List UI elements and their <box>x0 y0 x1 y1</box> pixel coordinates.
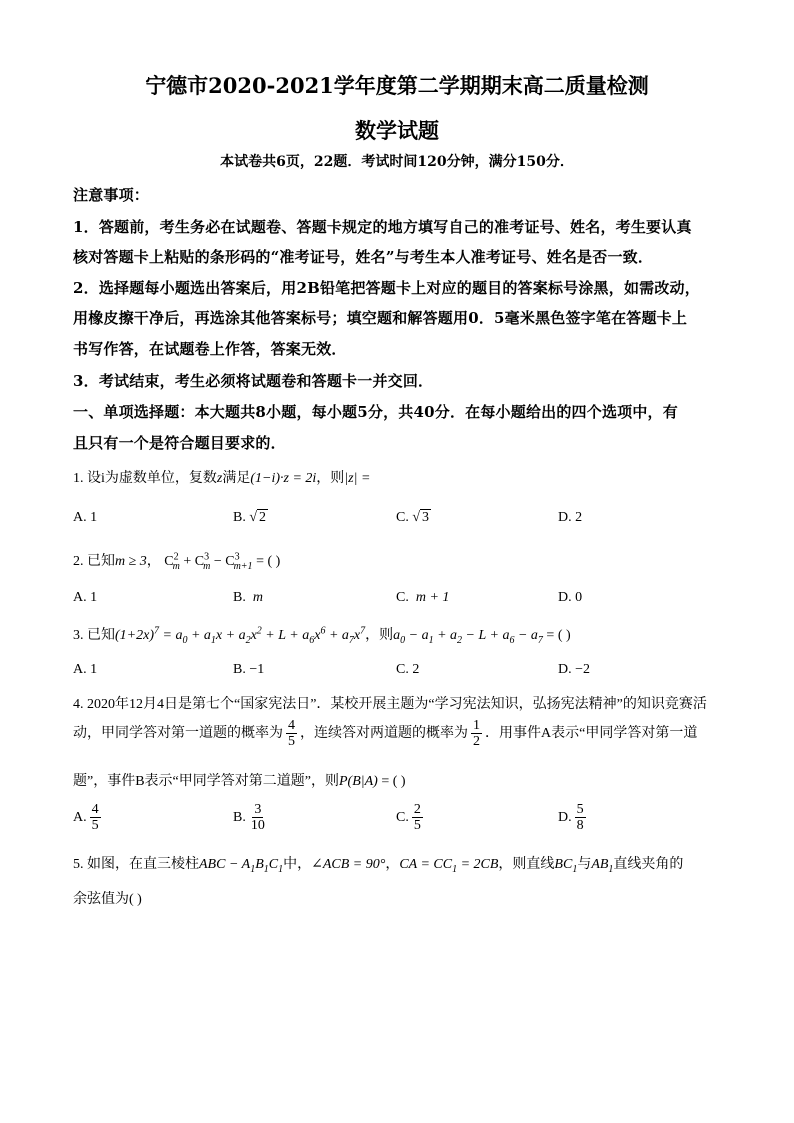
q2-condition: m ≥ 3 <box>115 554 147 569</box>
q4-text: ．用事件A表示“甲同学答对第一道 <box>485 726 698 742</box>
question-5-line-2: 余弦值为( ) <box>73 892 142 907</box>
question-5-line-1 <box>73 853 683 875</box>
section-heading-cont: 且只有一个是符合题目要求的． <box>73 434 286 452</box>
q4-text: ，连续答对两道题的概率为 <box>300 726 468 742</box>
q1-option-a: A. 1 <box>73 510 98 525</box>
q2-option-a: A. 1 <box>73 590 98 605</box>
notes-heading: 注意事项： <box>73 186 150 204</box>
note-line: 用橡皮擦干净后，再选涂其他答案标号；填空题和解答题用0．5毫米黑色签字笔在答题卡上 <box>73 309 688 327</box>
q5-line-bc1: $BC_1$ <box>554 857 578 875</box>
q3-option-a: A. 1 <box>73 662 98 677</box>
q5-text: ， <box>385 857 400 872</box>
exam-info: 本试卷共6页，22题．考试时间120分钟，满分150分． <box>220 154 574 170</box>
question-3 <box>73 624 571 646</box>
q2-option-c-label: C. <box>396 590 409 605</box>
q2-option-b-value: m <box>252 590 263 605</box>
q1-ask: |z| = <box>344 471 371 486</box>
page-title: 宁德市2020-2021学年度第二学期期末高二质量检测 <box>145 73 649 98</box>
note-line: 3．考试结束，考生必须将试题卷和答题卡一并交回． <box>73 372 434 390</box>
q4-ask: = ( ) <box>381 774 406 789</box>
q4-text: 动，甲同学答对第一道题的概率为 <box>73 726 283 742</box>
q3-ask: = ( ) <box>546 628 571 643</box>
q2-ask: = ( ) <box>256 554 281 569</box>
q4-option-b: B. $\frac{3}{10}$ <box>233 802 265 834</box>
q1-option-d: D. 2 <box>558 510 583 525</box>
q4-conditional-prob: P(B|A) <box>338 774 378 789</box>
q2-sep: ， <box>146 554 161 569</box>
note-line: 1．答题前，考生务必在试题卷、答题卡规定的地方填写自己的准考证号、姓名，考生要认真 <box>73 218 692 236</box>
q4-fraction-first: $\frac{4}{5}$ <box>288 718 295 750</box>
q2-option-d: D. 0 <box>558 590 583 605</box>
q2-option-c <box>396 590 449 606</box>
q1-option-b-label: B. <box>233 510 246 525</box>
q5-text: 中， <box>283 857 312 872</box>
q1-option-b: B. √ 2 <box>233 510 267 525</box>
q5-text: ，则直线 <box>498 857 555 872</box>
q3-sep: ，则 <box>365 628 394 643</box>
q2-expression: $C^2_m + C^3_m - C^3_{m+1}$ <box>164 551 253 572</box>
q3-option-c: C. 2 <box>396 662 420 677</box>
q5-line-ab1: $AB_1$ <box>591 857 614 875</box>
q3-prefix: 3. 已知 <box>73 628 115 643</box>
q2-option-b <box>233 590 263 606</box>
q3-option-b: B. −1 <box>233 662 265 677</box>
q4-option-c: C. $\frac{2}{5}$ <box>396 802 421 834</box>
q4-fraction-both: $\frac{1}{2}$ <box>473 718 480 750</box>
q3-option-d: D. −2 <box>558 662 591 677</box>
q1-suffix: ，则 <box>316 471 345 486</box>
q5-text: 直线夹角的 <box>613 857 684 872</box>
note-line: 核对答题卡上粘贴的条形码的“准考证号，姓名”与考生本人准考证号、姓名是否一致． <box>73 248 654 266</box>
q5-angle: ∠ACB = 90° <box>311 857 386 872</box>
q1-equation: (1−i)·z = 2i <box>250 471 317 486</box>
q2-prefix: 2. 已知 <box>73 554 115 569</box>
note-line: 书写作答，在试题卷上作答，答案无效． <box>73 340 347 358</box>
q1-option-b-value: 2 <box>259 510 267 525</box>
q5-text: 5. 如图，在直三棱柱 <box>73 857 199 872</box>
q2-option-b-label: B. <box>233 590 246 605</box>
q2-option-c-value: m + 1 <box>415 590 450 605</box>
q4-option-a: A. $\frac{4}{5}$ <box>73 802 99 834</box>
question-2 <box>73 550 280 572</box>
question-1: 1. 设i为虚数单位，复数z满足(1−i)·z = 2i，则|z| = <box>73 471 371 486</box>
question-4-line-2 <box>73 718 697 750</box>
q3-expansion: $(1+2x)^7 = a_0 + a_1x + a_2x^2 + L + a_6x^6 + a_7x^7$ <box>115 625 366 646</box>
q5-lengths: CA = $CC_1 = 2CB$ <box>399 857 499 875</box>
note-line: 2．选择题每小题选出答案后，用2B铅笔把答题卡上对应的题目的答案标号涂黑，如需改动， <box>73 279 700 297</box>
q4-text: 题”，事件B表示“甲同学答对第二道题”，则 <box>73 774 339 789</box>
q5-prism: ABC − $A_1B_1C_1$ <box>199 857 284 875</box>
q3-sum: $a_0 - a_1 + a_2 - L + a_6 - a_7$ <box>393 628 543 646</box>
section-heading: 一、单项选择题：本大题共8小题，每小题5分，共40分．在每小题给出的四个选项中，有 <box>73 403 678 421</box>
q1-option-c: C. √ 3 <box>396 510 430 525</box>
q1-option-c-value: 3 <box>422 510 430 525</box>
page-subtitle: 数学试题 <box>355 118 439 143</box>
q4-option-d: D. $\frac{5}{8}$ <box>558 802 584 834</box>
question-4-line-3 <box>73 770 406 790</box>
q1-mid: 满足 <box>222 471 251 486</box>
q5-text: 与 <box>577 857 592 872</box>
q1-option-c-label: C. <box>396 510 409 525</box>
question-4-line-1: 4. 2020年12月4日是第七个“国家宪法日”．某校开展主题为“学习宪法知识，弘扬宪法精神”的知识竞赛活 <box>73 697 707 712</box>
q1-prefix: 1. 设i为虚数单位，复数 <box>73 471 217 486</box>
